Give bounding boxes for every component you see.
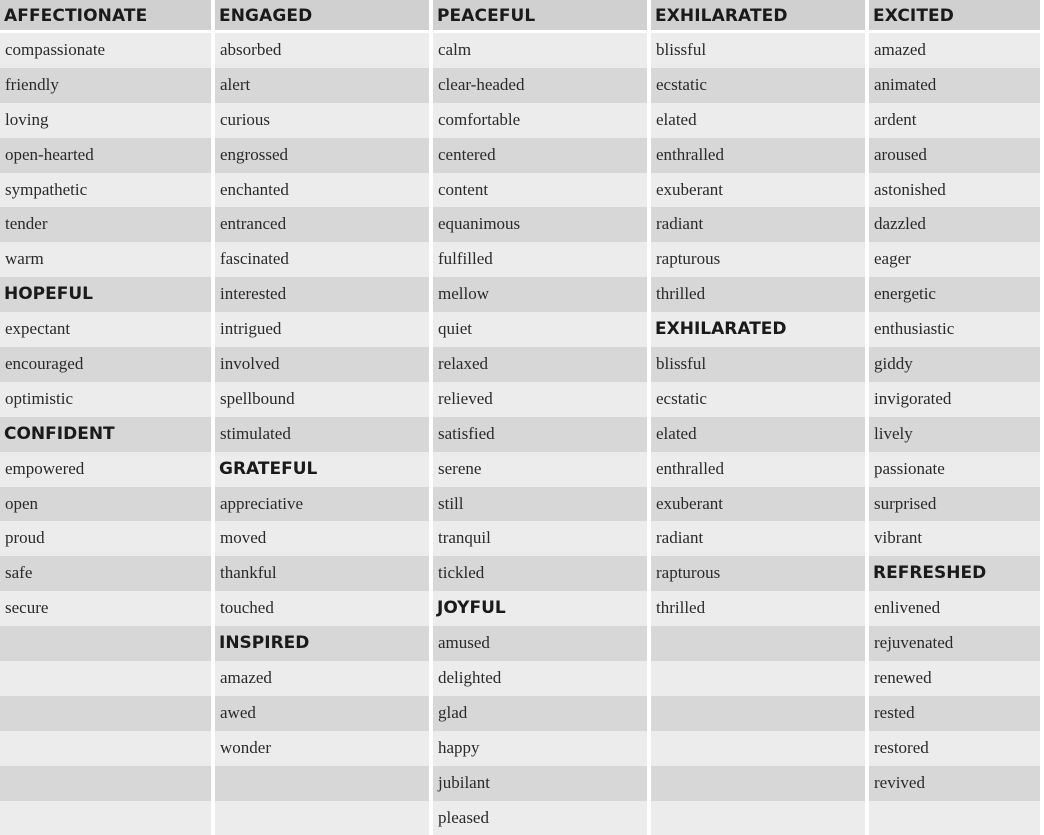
- feeling-word: serene: [433, 452, 647, 487]
- empty-cell: [0, 661, 211, 696]
- column-engaged: [215, 0, 433, 832]
- group-heading: REFRESHED: [869, 556, 1040, 591]
- feeling-word: rejuvenated: [869, 626, 1040, 661]
- feeling-word: centered: [433, 138, 647, 173]
- empty-cell: [215, 801, 429, 835]
- feeling-word: ecstatic: [651, 382, 865, 417]
- feeling-word: renewed: [869, 661, 1040, 696]
- feeling-word: exuberant: [651, 173, 865, 208]
- group-heading: HOPEFUL: [0, 277, 211, 312]
- feeling-word: thrilled: [651, 591, 865, 626]
- feeling-word: moved: [215, 521, 429, 556]
- empty-cell: [651, 626, 865, 661]
- feeling-word: intrigued: [215, 312, 429, 347]
- feeling-word: entranced: [215, 207, 429, 242]
- empty-cell: [651, 661, 865, 696]
- feeling-word: friendly: [0, 68, 211, 103]
- feeling-word: spellbound: [215, 382, 429, 417]
- feeling-word: compassionate: [0, 33, 211, 68]
- feeling-word: thrilled: [651, 277, 865, 312]
- column-affectionate: [0, 0, 215, 832]
- feeling-word: mellow: [433, 277, 647, 312]
- feeling-word: aroused: [869, 138, 1040, 173]
- feeling-word: tender: [0, 207, 211, 242]
- column-header: PEACEFUL: [433, 0, 647, 33]
- group-heading: GRATEFUL: [215, 452, 429, 487]
- empty-cell: [651, 696, 865, 731]
- feeling-word: eager: [869, 242, 1040, 277]
- feeling-word: ecstatic: [651, 68, 865, 103]
- group-heading: CONFIDENT: [0, 417, 211, 452]
- feeling-word: equanimous: [433, 207, 647, 242]
- feeling-word: calm: [433, 33, 647, 68]
- feeling-word: wonder: [215, 731, 429, 766]
- feeling-word: restored: [869, 731, 1040, 766]
- feeling-word: comfortable: [433, 103, 647, 138]
- feeling-word: satisfied: [433, 417, 647, 452]
- group-heading: INSPIRED: [215, 626, 429, 661]
- empty-cell: [0, 626, 211, 661]
- column-header: AFFECTIONATE: [0, 0, 211, 33]
- feeling-word: delighted: [433, 661, 647, 696]
- feeling-word: involved: [215, 347, 429, 382]
- feeling-word: expectant: [0, 312, 211, 347]
- column-header: EXCITED: [869, 0, 1040, 33]
- feeling-word: passionate: [869, 452, 1040, 487]
- feeling-word: pleased: [433, 801, 647, 835]
- feeling-word: open-hearted: [0, 138, 211, 173]
- feeling-word: stimulated: [215, 417, 429, 452]
- feeling-word: revived: [869, 766, 1040, 801]
- feeling-word: proud: [0, 521, 211, 556]
- feeling-word: blissful: [651, 33, 865, 68]
- feeling-word: alert: [215, 68, 429, 103]
- feeling-word: awed: [215, 696, 429, 731]
- feeling-word: glad: [433, 696, 647, 731]
- feeling-word: invigorated: [869, 382, 1040, 417]
- feeling-word: amazed: [869, 33, 1040, 68]
- empty-cell: [215, 766, 429, 801]
- feeling-word: interested: [215, 277, 429, 312]
- feeling-word: rested: [869, 696, 1040, 731]
- feeling-word: content: [433, 173, 647, 208]
- feeling-word: blissful: [651, 347, 865, 382]
- feeling-word: still: [433, 487, 647, 522]
- feeling-word: relieved: [433, 382, 647, 417]
- feeling-word: loving: [0, 103, 211, 138]
- feeling-word: relaxed: [433, 347, 647, 382]
- column-excited: [869, 0, 1044, 832]
- feeling-word: giddy: [869, 347, 1040, 382]
- feeling-word: astonished: [869, 173, 1040, 208]
- column-exhilarated: [651, 0, 869, 832]
- feeling-word: tickled: [433, 556, 647, 591]
- feeling-word: quiet: [433, 312, 647, 347]
- feeling-word: elated: [651, 417, 865, 452]
- empty-cell: [651, 731, 865, 766]
- feeling-word: tranquil: [433, 521, 647, 556]
- empty-cell: [0, 766, 211, 801]
- feeling-word: dazzled: [869, 207, 1040, 242]
- feeling-word: thankful: [215, 556, 429, 591]
- feeling-word: optimistic: [0, 382, 211, 417]
- group-heading: EXHILARATED: [651, 312, 865, 347]
- empty-cell: [651, 801, 865, 835]
- feeling-word: jubilant: [433, 766, 647, 801]
- feeling-word: encouraged: [0, 347, 211, 382]
- feeling-word: animated: [869, 68, 1040, 103]
- column-header: EXHILARATED: [651, 0, 865, 33]
- feeling-word: energetic: [869, 277, 1040, 312]
- feeling-word: engrossed: [215, 138, 429, 173]
- empty-cell: [869, 801, 1040, 835]
- feeling-word: elated: [651, 103, 865, 138]
- feeling-word: touched: [215, 591, 429, 626]
- empty-cell: [0, 696, 211, 731]
- feeling-word: enthusiastic: [869, 312, 1040, 347]
- feeling-word: curious: [215, 103, 429, 138]
- column-peaceful: [433, 0, 651, 832]
- feeling-word: open: [0, 487, 211, 522]
- empty-cell: [651, 766, 865, 801]
- feeling-word: enthralled: [651, 452, 865, 487]
- empty-cell: [0, 731, 211, 766]
- column-header: ENGAGED: [215, 0, 429, 33]
- feeling-word: rapturous: [651, 556, 865, 591]
- feeling-word: absorbed: [215, 33, 429, 68]
- feeling-word: secure: [0, 591, 211, 626]
- feeling-word: radiant: [651, 207, 865, 242]
- feeling-word: empowered: [0, 452, 211, 487]
- feeling-word: vibrant: [869, 521, 1040, 556]
- feeling-word: amazed: [215, 661, 429, 696]
- feeling-word: lively: [869, 417, 1040, 452]
- feeling-word: ardent: [869, 103, 1040, 138]
- empty-cell: [0, 801, 211, 835]
- feeling-word: appreciative: [215, 487, 429, 522]
- feeling-word: enlivened: [869, 591, 1040, 626]
- feeling-word: fulfilled: [433, 242, 647, 277]
- feeling-word: enthralled: [651, 138, 865, 173]
- feeling-word: rapturous: [651, 242, 865, 277]
- group-heading: JOYFUL: [433, 591, 647, 626]
- feeling-word: clear-headed: [433, 68, 647, 103]
- feeling-word: enchanted: [215, 173, 429, 208]
- feeling-word: warm: [0, 242, 211, 277]
- feeling-word: sympathetic: [0, 173, 211, 208]
- feeling-word: happy: [433, 731, 647, 766]
- feeling-word: radiant: [651, 521, 865, 556]
- feeling-word: surprised: [869, 487, 1040, 522]
- feeling-word: fascinated: [215, 242, 429, 277]
- feeling-word: amused: [433, 626, 647, 661]
- feeling-word: safe: [0, 556, 211, 591]
- feeling-word: exuberant: [651, 487, 865, 522]
